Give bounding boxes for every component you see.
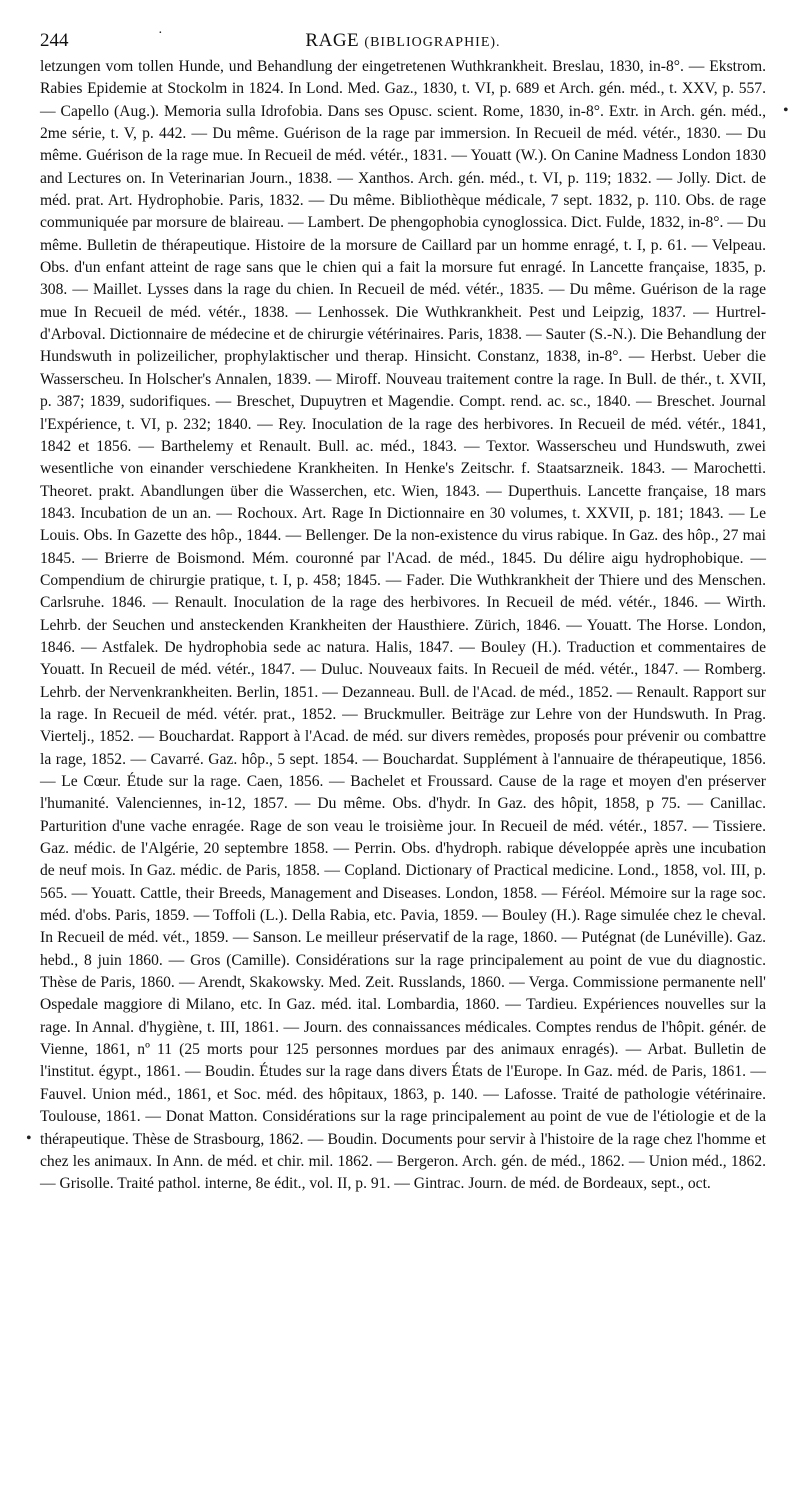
page-header: [40, 22, 766, 56]
running-title-main: RAGE: [305, 30, 360, 51]
bibliography-text: [40, 56, 766, 1196]
bibliography-paragraph: letzungen vom tollen Hunde, und Behandlung der eingetretenen Wuthkrankheit. Breslau, 1830, in-8°. — Ekstrom. Rabies Epidemie at Stockolm in 1824. In Lond. Med. Gaz., 1830, t. VI, p. 689 et Arch. gén. méd., t. XXV, p. 557. — Capello (Aug.). Memoria sulla Idrofobia. Dans ses Opusc. scient. Rome, 1830, in-8°. Extr. in Arch. gén. méd., 2me série, t. V, p. 442. — Du même. Guérison de la rage par immersion. In Recueil de méd. vétér., 1830. — Du même. Guérison de la rage mue. In Recueil de méd. vétér., 1831. — Youatt (W.). On Canine Madness London 1830 and Lectures on. In Veterinarian Journ., 1838. — Xanthos. Arch. gén. méd., t. VI, p. 119; 1832. — Jolly. Dict. de méd. prat. Art. Hydrophobie. Paris, 1832. — Du même. Bibliothèque médicale, 7 sept. 1832, p. 110. Obs. de rage communiquée par morsure de blaireau. — Lambert. De phengophobia cynoglossica. Dict. Fulde, 1832, in-8°. — Du même. Bulletin de thérapeutique. Histoire de la morsure de Caillard par un homme enragé, t. I, p. 61. — Velpeau. Obs. d'un enfant atteint de rage sans que le chien qui a fait la morsure fut enragé. In Lancette française, 1835, p. 308. — Maillet. Lysses dans la rage du chien. In Recueil de méd. vétér., 1835. — Du même. Guérison de la rage mue In Recueil de méd. vétér., 1838. — Lenhossek. Die Wuthkrankheit. Pest und Leipzig, 1837. — Hurtrel-d'Arboval. Dictionnaire de médecine et de chirurgie vétérinaires. Paris, 1838. — Sauter (S.-N.). Die Behandlung der Hundswuth in polizeilicher, prophylaktischer und therap. Hinsicht. Constanz, 1838, in-8°. — Herbst. Ueber die Wasserscheu. In Holscher's Annalen, 1839. — Miroff. Nouveau traitement contre la rage. In Bull. de thér., t. XVII, p. 387; 1839, sudorifiques. — Breschet, Dupuytren et Magendie. Compt. rend. ac. sc., 1840. — Breschet. Journal l'Expérience, t. VI, p. 232; 1840. — Rey. Inoculation de la rage des herbivores. In Recueil de méd. vétér., 1841, 1842 et 1856. — Barthelemy et Renault. Bull. ac. méd., 1843. — Textor. Wasserscheu und Hundswuth, zwei wesentliche von einander verschiedene Krankheiten. In Henke's Zeitschr. f. Staatsarzneik. 1843. — Marochetti. Theoret. prakt. Abandlungen über die Wasserchen, etc. Wien, 1843. — Duperthuis. Lancette française, 18 mars 1843. Incubation de un an. — Rochoux. Art. Rage In Dictionnaire en 30 volumes, t. XXVII, p. 181; 1843. — Le Louis. Obs. In Gazette des hôp., 1844. — Bellenger. De la non-existence du virus rabique. In Gaz. des hôp., 27 mai 1845. — Brierre de Boismond. Mém. couronné par l'Acad. de méd., 1845. Du délire aigu hydrophobique. — Compendium de chirurgie pratique, t. I, p. 458; 1845. — Fader. Die Wuthkrankheit der Thiere und des Menschen. Carlsruhe. 1846. — Renault. Inoculation de la rage des herbivores. In Recueil de méd. vétér., 1846. — Wirth. Lehrb. der Seuchen und ansteckenden Krankheiten der Hausthiere. Zürich, 1846. — Youatt. The Horse. London, 1846. — Astfalek. De hydrophobia sede ac natura. Halis, 1847. — Bouley (H.). Traduction et commentaires de Youatt. In Recueil de méd. vétér., 1847. — Duluc. Nouveaux faits. In Recueil de méd. vétér., 1847. — Romberg. Lehrb. der Nervenkrankheiten. Berlin, 1851. — Dezanneau. Bull. de l'Acad. de méd., 1852. — Renault. Rapport sur la rage. In Recueil de méd. vétér. prat., 1852. — Bruckmuller. Beiträge zur Lehre von der Hundswuth. In Prag. Viertelj., 1852. — Bouchardat. Rapport à l'Acad. de méd. sur divers remèdes, proposés pour prévenir ou combattre la rage, 1852. — Cavarré. Gaz. hôp., 5 sept. 1854. — Bouchardat. Supplément à l'annuaire de thérapeutique, 1856. — Le Cœur. Étude sur la rage. Caen, 1856. — Bachelet et Froussard. Cause de la rage et moyen d'en préserver l'humanité. Valenciennes, in-12, 1857. — Du même. Obs. d'hydr. In Gaz. des hôpit, 1858, p 75. — Canillac. Parturition d'une vache enragée. Rage de son veau le troisième jour. In Recueil de méd. vétér., 1857. — Tissiere. Gaz. médic. de l'Algérie, 20 septembre 1858. — Perrin. Obs. d'hydroph. rabique développée après une incubation de neuf mois. In Gaz. médic. de Paris, 1858. — Copland. Dictionary of Practical medicine. Lond., 1858, vol. III, p. 565. — Youatt. Cattle, their Breeds, Management and Diseases. London, 1858. — Féréol. Mémoire sur la rage soc. méd. d'obs. Paris, 1859. — Toffoli (L.). Della Rabia, etc. Pavia, 1859. — Bouley (H.). Rage simulée chez le cheval. In Recueil de méd. vét., 1859. — Sanson. Le meilleur préservatif de la rage, 1860. — Putégnat (de Lunéville). Gaz. hebd., 8 juin 1860. — Gros (Camille). Considérations sur la rage principalement au point de vue du diagnostic. Thèse de Paris, 1860. — Arendt, Skakowsky. Med. Zeit. Russlands, 1860. — Verga. Commissione permanente nell' Ospedale maggiore di Milano, etc. In Gaz. méd. ital. Lombardia, 1860. — Tardieu. Expériences nouvelles sur la rage. In Annal. d'hygiène, t. III, 1861. — Journ. des connaissances médicales. Comptes rendus de l'hôpit. génér. de Vienne, 1861, nº 11 (25 morts pour 125 personnes mordues par des animaux enragés). — Arbat. Bulletin de l'institut. égypt., 1861. — Boudin. Études sur la rage dans divers États de l'Europe. In Gaz. méd. de Paris, 1861. — Fauvel. Union méd., 1861, et Soc. méd. des hôpitaux, 1863, p. 140. — Lafosse. Traité de pathologie vétérinaire. Toulouse, 1861. — Donat Matton. Considérations sur la rage principalement au point de vue de l'étiologie et de la thérapeutique. Thèse de Strasbourg, 1862. — Boudin. Documents pour servir à l'histoire de la rage chez l'homme et chez les animaux. In Ann. de méd. et chir. mil. 1862. — Bergeron. Arch. gén. de méd., 1862. — Union méd., 1862. — Grisolle. Traité pathol. interne, 8e édit., vol. II, p. 91. — Gintrac. Journ. de méd. de Bordeaux, sept., oct.: [40, 58, 766, 1193]
running-title-sub: (BIBLIOGRAPHIE).: [364, 35, 501, 50]
running-title: [40, 30, 766, 52]
header-dot: ·: [158, 26, 163, 41]
margin-mark: •: [783, 102, 789, 119]
page-number: 244: [40, 30, 69, 51]
margin-mark: •: [26, 1130, 32, 1147]
